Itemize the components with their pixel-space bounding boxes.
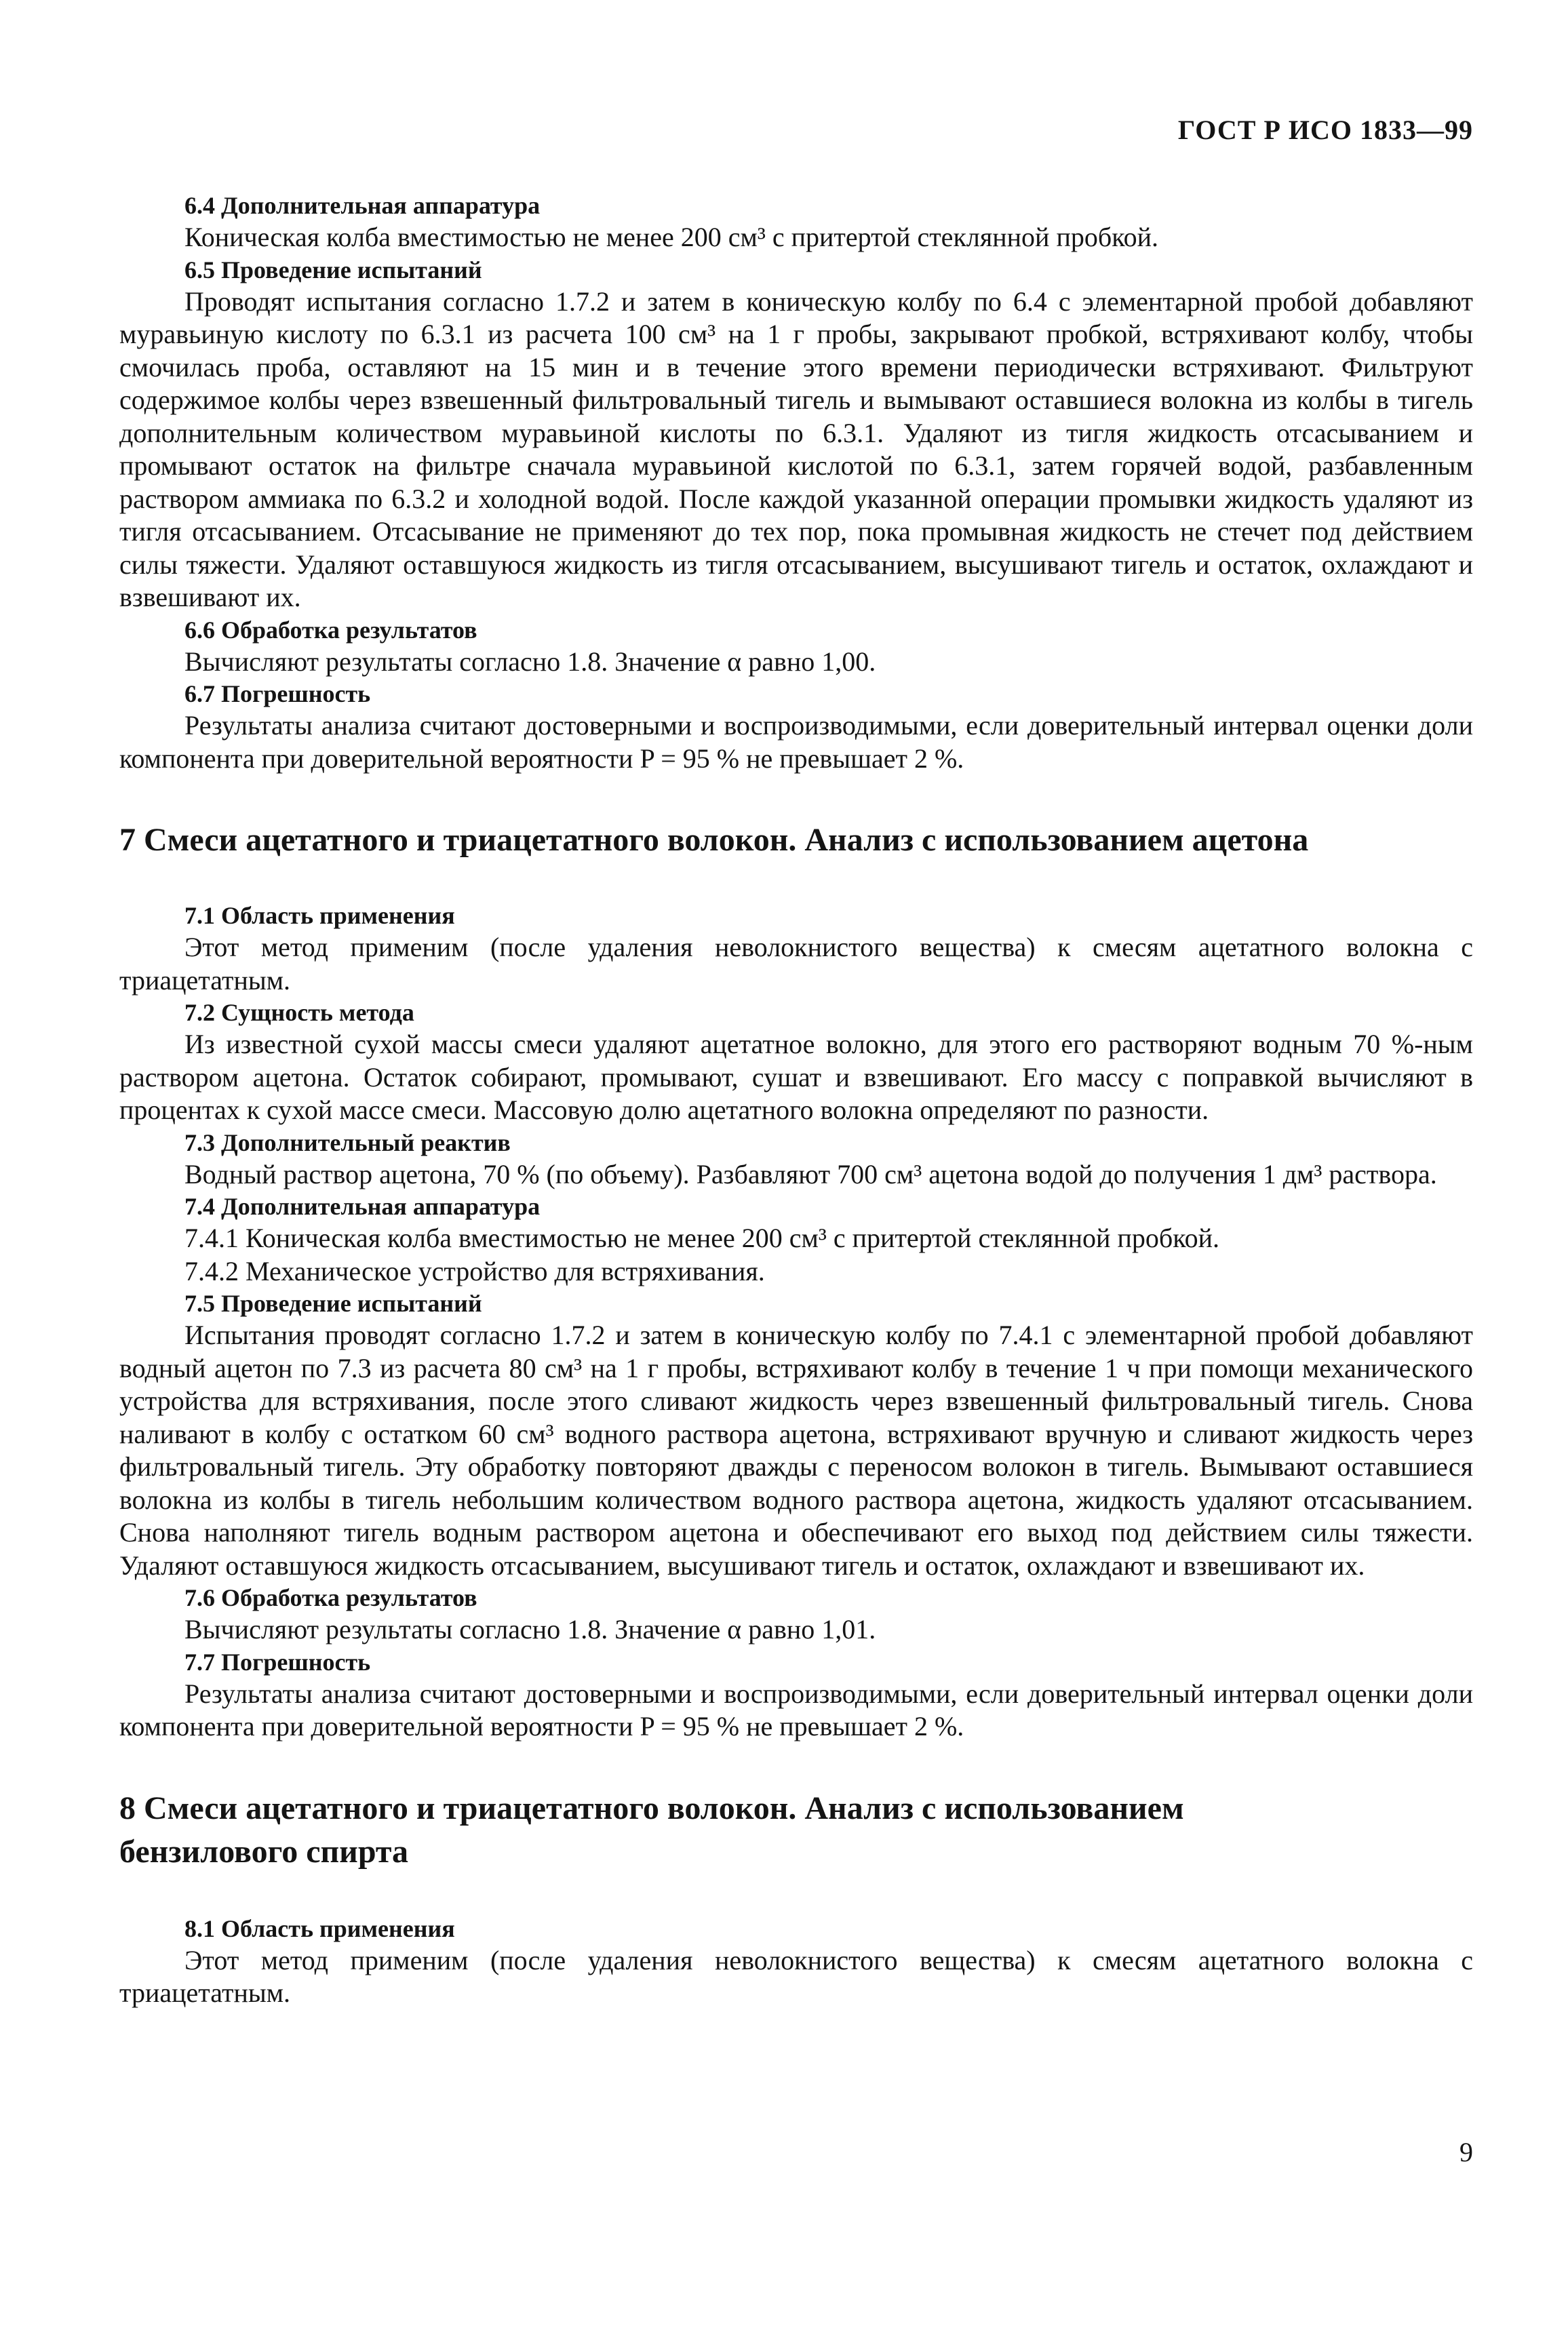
section-7-5-text: Испытания проводят согласно 1.7.2 и затем в коническую колбу по 7.4.1 с элементарной пробой добавляют водный ацетон по 7.3 из расчета 80 см³ на 1 г пробы, встряхивают колбу в течение 1 ч при помощи механического устройства для встряхивания, после этого сливают жидкость через взвешенный фильтровальный тигель. Снова наливают в колбу с остатком 60 см³ водного раствора ацетона, встряхивают вручную и сливают жидкость через фильтровальный тигель. Эту обработку повторяют дважды с переносом волокон в тигель. Вымывают оставшиеся волокна из колбы в тигель небольшим количеством водного раствора ацетона, жидкость удаляют отсасыванием. Снова наполняют тигель водным раствором ацетона и обеспечивают его выход под действием силы тяжести. Удаляют оставшуюся жидкость отсасыванием, высушивают тигель и остаток, охлаждают и взвешивают их. (119, 1320, 1473, 1581)
page-content (119, 190, 1473, 2010)
section-7-6-text: Вычисляют результаты согласно 1.8. Значение α равно 1,01. (184, 1614, 876, 1645)
section-6-4-text: Коническая колба вместимостью не менее 200 см³ с притертой стеклянной пробкой. (184, 222, 1159, 252)
section-7-3-text: Водный раствор ацетона, 70 % (по объему). Разбавляют 700 см³ ацетона водой до получения 1 дм³ раствора. (184, 1158, 1437, 1189)
section-8-1-text: Этот метод применим (после удаления неволокнистого вещества) к смесям ацетатного волокна с триацетатным. (119, 1944, 1473, 2008)
section-6-5-text: Проводят испытания согласно 1.7.2 и затем в коническую колбу по 6.4 с элементарной пробой добавляют муравьиную кислоту по 6.3.1 из расчета 100 см³ на 1 г пробы, закрывают пробкой, встряхивают колбу, чтобы смочилась проба, оставляют на 15 мин и в течение этого времени периодически встряхивают. Фильтруют содержимое колбы через взвешенный фильтровальный тигель и вымывают оставшиеся волокна из колбы в тигель дополнительным количеством муравьиной кислоты по 6.3.1. Удаляют из тигля жидкость отсасыванием и промывают остаток на фильтре сначала муравьиной кислотой по 6.3.1, затем горячей водой, разбавленным раствором аммиака по 6.3.2 и холодной водой. После каждой указанной операции промывки жидкость удаляют из тигля отсасыванием. Отсасывание не применяют до тех пор, пока промывная жидкость не стечет под действием силы тяжести. Удаляют оставшуюся жидкость из тигля отсасыванием, высушивают тигель и остаток, охлаждают и взвешивают их. (119, 286, 1473, 612)
section-7-4-1-item: 7.4.1 Коническая колба вместимостью не менее 200 см³ с притертой стеклянной пробкой. (184, 1223, 1220, 1253)
section-8-heading: 8 Смеси ацетатного и триацетатного волокон. Анализ с использованием бензилового спирта (119, 1790, 1184, 1870)
document-code-header: ГОСТ Р ИСО 1833—99 (1177, 115, 1473, 145)
section-7-heading: 7 Смеси ацетатного и триацетатного волокон. Анализ с использованием ацетона (119, 822, 1309, 858)
section-6-6-text: Вычисляют результаты согласно 1.8. Значение α равно 1,00. (184, 646, 876, 677)
section-7-2-title: 7.2 Сущность метода (184, 999, 414, 1026)
section-6-7-text: Результаты анализа считают достоверными и воспроизводимыми, если доверительный интервал оценки доли компонента при доверительной вероятности P = 95 % не превышает 2 %. (119, 710, 1473, 774)
section-7-6-title: 7.6 Обработка результатов (184, 1584, 477, 1611)
section-7-3-title: 7.3 Дополнительный реактив (184, 1128, 511, 1156)
section-7-5-title: 7.5 Проведение испытаний (184, 1290, 482, 1317)
section-7-4-title: 7.4 Дополнительная аппаратура (184, 1193, 541, 1220)
section-7-4-2-item: 7.4.2 Механическое устройство для встряхивания. (184, 1255, 765, 1286)
section-6-4-title: 6.4 Дополнительная аппаратура (184, 192, 541, 219)
section-7-1-text: Этот метод применим (после удаления неволокнистого вещества) к смесям ацетатного волокна с триацетатным. (119, 932, 1473, 996)
section-6-6-title: 6.6 Обработка результатов (184, 616, 477, 644)
section-6-7-title: 6.7 Погрешность (184, 680, 371, 707)
section-7-7-title: 7.7 Погрешность (184, 1648, 371, 1676)
section-7-7-text: Результаты анализа считают достоверными и воспроизводимыми, если доверительный интервал оценки доли компонента при доверительной вероятности P = 95 % не превышает 2 %. (119, 1678, 1473, 1741)
section-7-1-title: 7.1 Область применения (184, 902, 455, 929)
section-6-5-title: 6.5 Проведение испытаний (184, 256, 482, 283)
page-number: 9 (1459, 2137, 1473, 2167)
section-8-1-title: 8.1 Область применения (184, 1914, 455, 1942)
section-7-2-text: Из известной сухой массы смеси удаляют ацетатное волокно, для этого его растворяют водным 70 %-ным раствором ацетона. Остаток собирают, промывают, сушат и взвешивают. Его массу с поправкой вычисляют в процентах к сухой массе смеси. Массовую долю ацетатного волокна определяют по разности. (119, 1029, 1473, 1125)
